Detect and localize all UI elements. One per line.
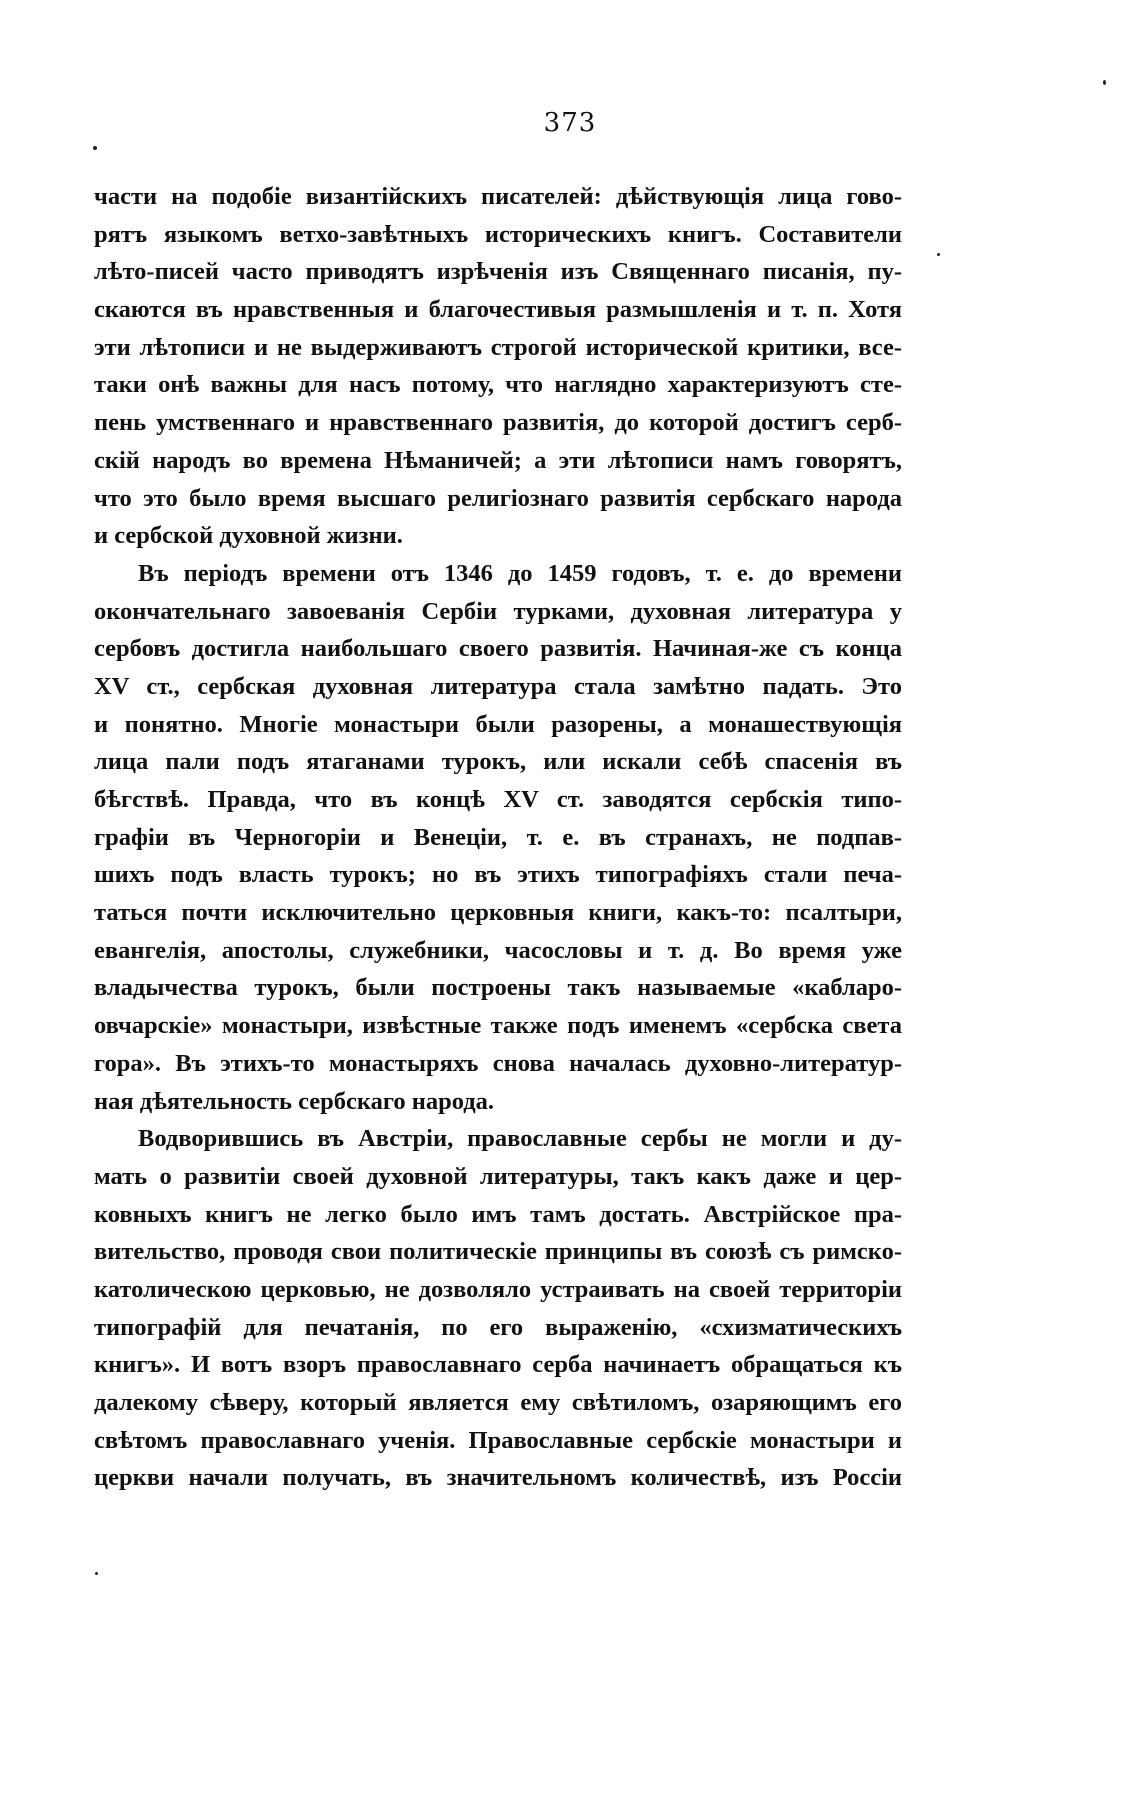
paragraph-1: [94, 178, 902, 555]
text-line: овчарскіе» монастыри, извѣстные также подъ именемъ «сербска света: [94, 1012, 902, 1040]
text-line: и сербской духовной жизни.: [94, 522, 403, 550]
text-line: шихъ подъ власть турокъ; но въ этихъ типографіяхъ стали печа-: [94, 861, 902, 889]
paragraph-2: [94, 555, 902, 1120]
text-line: что это было время высшаго религіознаго развитія сербскаго народа: [94, 484, 902, 512]
text-line: графіи въ Черногоріи и Венеціи, т. е. въ странахъ, не подпав-: [94, 823, 902, 851]
text-line: евангелія, апостолы, служебники, часословы и т. д. Во время уже: [94, 936, 902, 964]
text-line: лица пали подъ ятаганами турокъ, или искали себѣ спасенія въ: [94, 748, 902, 776]
scan-speck: [93, 146, 97, 150]
text-line: Водворившись въ Австріи, православные сербы не могли и ду-: [138, 1125, 902, 1153]
scan-speck: [95, 1572, 98, 1575]
text-line: владычества турокъ, были построены такъ называемые «кабларо-: [94, 974, 902, 1002]
text-line: гора». Въ этихъ-то монастыряхъ снова началась духовно-литератур-: [94, 1049, 902, 1077]
text-line: части на подобіе византійскихъ писателей: дѣйствующія лица гово-: [94, 183, 902, 210]
text-line: далекому сѣверу, который является ему свѣтиломъ, озаряющимъ его: [94, 1389, 902, 1416]
text-line: таки онѣ важны для насъ потому, что наглядно характеризуютъ сте-: [94, 371, 902, 399]
text-line: окончательнаго завоеванія Сербіи турками, духовная литература у: [94, 597, 902, 625]
body-text: [94, 178, 902, 1497]
text-line: скаются въ нравственныя и благочестивыя размышленія и т. п. Хотя: [94, 296, 902, 324]
text-line: типографій для печатанія, по его выраженію, «схизматическихъ: [94, 1313, 902, 1341]
paragraph-3: [94, 1120, 902, 1497]
text-line: и понятно. Многіе монастыри были разорены, а монашествующія: [94, 710, 902, 738]
text-line: пень умственнаго и нравственнаго развитія, до которой достигъ серб-: [94, 409, 902, 437]
text-line: мать о развитіи своей духовной литературы, такъ какъ даже и цер-: [94, 1162, 902, 1190]
text-line: эти лѣтописи и не выдерживаютъ строгой исторической критики, все-: [94, 333, 902, 361]
text-line: церкви начали получать, въ значительномъ количествѣ, изъ Россіи: [94, 1464, 902, 1492]
text-line: католическою церковью, не дозволяло устраивать на своей территоріи: [94, 1275, 902, 1303]
text-line: ная дѣятельность сербскаго народа.: [94, 1087, 495, 1115]
text-line: вительство, проводя свои политическіе принципы въ союзѣ съ римско-: [94, 1238, 902, 1266]
scan-speck: [937, 253, 940, 256]
page-number: 373: [543, 108, 597, 138]
scan-speck: [1103, 80, 1106, 85]
text-line: свѣтомъ православнаго ученія. Православные сербскіе монастыри и: [94, 1426, 902, 1454]
text-line: рятъ языкомъ ветхо-завѣтныхъ историческихъ книгъ. Составители: [94, 220, 902, 248]
text-line: книгъ». И вотъ взоръ православнаго серба начинаетъ обращаться къ: [94, 1351, 902, 1379]
text-line: лѣто-писей часто приводятъ изрѣченія изъ Священнаго писанія, пу-: [94, 258, 902, 286]
text-line: бѣгствѣ. Правда, что въ концѣ XV ст. заводятся сербскія типо-: [94, 786, 902, 813]
text-line: Въ періодъ времени отъ 1346 до 1459 годовъ, т. е. до времени: [138, 559, 902, 587]
text-line: XV ст., сербская духовная литература стала замѣтно падать. Это: [94, 672, 902, 700]
text-line: таться почти исключительно церковныя книги, какъ-то: псалтыри,: [94, 899, 902, 927]
text-line: скій народъ во времена Нѣманичей; а эти лѣтописи намъ говорятъ,: [94, 446, 902, 474]
text-line: ковныхъ книгъ не легко было имъ тамъ достать. Австрійское пра-: [94, 1200, 902, 1228]
text-line: сербовъ достигла наибольшаго своего развитія. Начиная-же съ конца: [94, 635, 902, 663]
